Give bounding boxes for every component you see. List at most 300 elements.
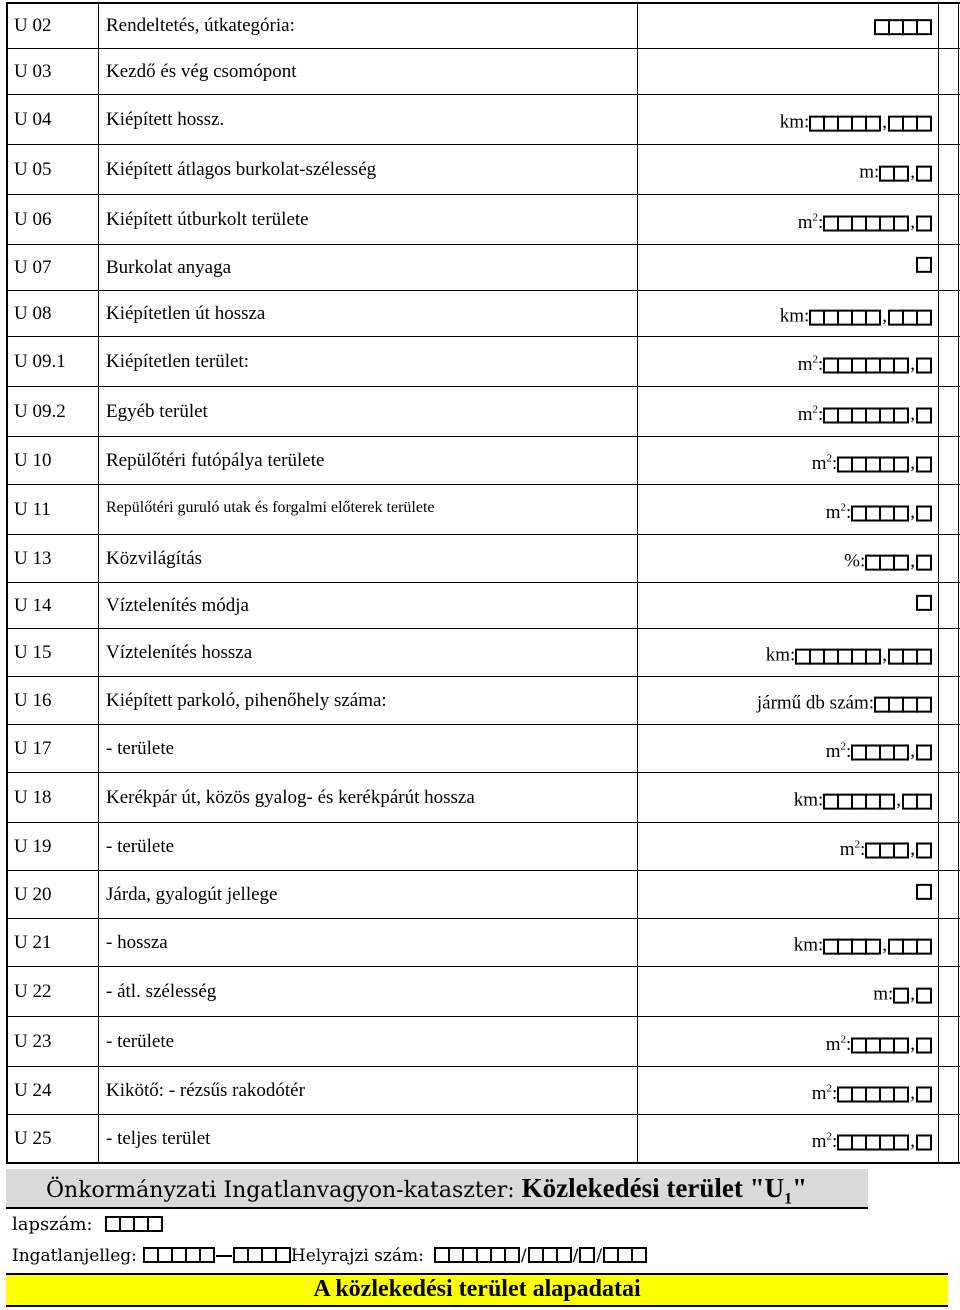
table-row — [6, 336, 960, 386]
row-label: Kerékpár út, közös gyalog- és kerékpárút hossza — [106, 786, 475, 808]
row-code: U 04 — [14, 108, 52, 130]
decimal-comma: , — [910, 1033, 915, 1055]
digit-box[interactable] — [893, 554, 909, 570]
row-label: Kiépített átlagos burkolat-szélesség — [106, 158, 377, 180]
row-input-field[interactable] — [916, 883, 932, 901]
lot-number-label: Helyrajzi szám: — [290, 1246, 424, 1266]
integer-digit-boxes[interactable] — [916, 883, 932, 899]
column-divider — [6, 919, 8, 966]
column-divider — [98, 291, 99, 336]
digit-box[interactable] — [893, 456, 909, 472]
digit-box[interactable] — [893, 1134, 909, 1150]
digit-box[interactable] — [916, 309, 932, 325]
table-row — [6, 144, 960, 194]
decimal-digit-boxes[interactable] — [902, 793, 932, 809]
decimal-comma: , — [882, 934, 887, 956]
row-code: U 16 — [14, 689, 52, 711]
column-divider — [98, 387, 99, 436]
table-row — [6, 676, 960, 724]
digit-box[interactable] — [916, 594, 932, 610]
section-title: A közlekedési terület alapadatai — [313, 1276, 641, 1302]
decimal-comma: , — [910, 501, 915, 523]
column-divider — [938, 337, 939, 386]
column-divider — [958, 823, 959, 870]
row-label: - átl. szélesség — [106, 980, 217, 1002]
column-divider — [958, 4, 959, 48]
column-divider — [958, 871, 959, 918]
row-code: U 25 — [14, 1127, 52, 1149]
digit-box[interactable] — [893, 505, 909, 521]
column-divider — [938, 1017, 939, 1066]
decimal-digit-boxes[interactable] — [888, 648, 932, 664]
decimal-digit-boxes[interactable] — [916, 1134, 932, 1150]
decimal-digit-boxes[interactable] — [916, 554, 932, 570]
column-divider — [98, 49, 99, 94]
integer-digit-boxes[interactable] — [823, 793, 895, 809]
property-line — [12, 1246, 647, 1266]
row-code: U 23 — [14, 1030, 52, 1052]
integer-digit-boxes[interactable] — [809, 309, 881, 325]
row-unit: $m^2$: — [797, 403, 824, 425]
row-unit: km: — [779, 111, 810, 133]
row-label: Kiépítetlen terület: — [106, 350, 249, 372]
lot-number-boxes-2[interactable] — [528, 1247, 572, 1263]
column-divider — [637, 337, 638, 386]
integer-digit-boxes[interactable] — [823, 938, 881, 954]
integer-digit-boxes[interactable] — [837, 456, 909, 472]
row-input-field[interactable] — [859, 161, 932, 183]
digit-box[interactable] — [865, 648, 881, 664]
sheet-number-label: lapszám: — [12, 1214, 93, 1235]
column-divider — [637, 387, 638, 436]
digit-box[interactable] — [916, 1134, 932, 1150]
column-divider — [6, 95, 8, 144]
column-divider — [6, 387, 8, 436]
column-divider — [938, 1067, 939, 1114]
row-label: - területe — [106, 1030, 175, 1052]
decimal-digit-boxes[interactable] — [916, 505, 932, 521]
decimal-comma: , — [896, 789, 901, 811]
row-unit: km: — [779, 305, 810, 327]
digit-box[interactable] — [916, 648, 932, 664]
digit-box[interactable] — [916, 793, 932, 809]
column-divider — [958, 919, 959, 966]
integer-digit-boxes[interactable] — [837, 1086, 909, 1102]
row-label: Víztelenítés módja — [106, 594, 249, 616]
column-divider — [98, 245, 99, 290]
digit-box[interactable] — [916, 842, 932, 858]
decimal-comma: , — [910, 452, 915, 474]
column-divider — [938, 145, 939, 194]
decimal-digit-boxes[interactable] — [916, 1037, 932, 1053]
column-divider — [958, 291, 959, 336]
digit-box[interactable] — [916, 115, 932, 131]
integer-digit-boxes[interactable] — [851, 1037, 909, 1053]
integer-digit-boxes[interactable] — [823, 215, 909, 231]
digit-box[interactable] — [893, 357, 909, 373]
table-row — [6, 94, 960, 144]
digit-box[interactable] — [865, 309, 881, 325]
column-divider — [637, 195, 638, 244]
attribute-table — [6, 2, 960, 1164]
column-divider — [938, 387, 939, 436]
decimal-digit-boxes[interactable] — [916, 842, 932, 858]
row-input-field[interactable] — [798, 353, 932, 375]
table-row — [6, 484, 960, 534]
row-input-field[interactable] — [757, 692, 932, 714]
cadastre-banner — [6, 1169, 868, 1209]
column-divider — [637, 629, 638, 676]
property-type-boxes-1[interactable] — [143, 1247, 215, 1263]
decimal-digit-boxes[interactable] — [916, 165, 932, 181]
lot-number-boxes-1[interactable] — [434, 1247, 520, 1263]
row-unit: $m^2$: — [797, 211, 824, 233]
integer-digit-boxes[interactable] — [823, 407, 909, 423]
digit-box[interactable] — [916, 456, 932, 472]
lot-number-boxes-4[interactable] — [603, 1247, 647, 1263]
integer-digit-boxes[interactable] — [893, 987, 909, 1003]
row-unit: $m^2$: — [811, 1082, 838, 1104]
lot-number-boxes-3[interactable] — [579, 1247, 595, 1263]
decimal-comma: , — [882, 644, 887, 666]
row-code: U 18 — [14, 786, 52, 808]
integer-digit-boxes[interactable] — [809, 115, 881, 131]
decimal-comma: , — [882, 111, 887, 133]
decimal-digit-boxes[interactable] — [916, 215, 932, 231]
banner-title-suffix: " — [792, 1173, 808, 1203]
integer-digit-boxes[interactable] — [916, 594, 932, 610]
column-divider — [637, 535, 638, 582]
column-divider — [637, 725, 638, 772]
digit-box[interactable] — [893, 1086, 909, 1102]
table-row — [6, 386, 960, 436]
digit-box[interactable] — [916, 554, 932, 570]
integer-digit-boxes[interactable] — [874, 696, 932, 712]
row-code: U 07 — [14, 256, 52, 278]
column-divider — [6, 823, 8, 870]
row-code: U 15 — [14, 641, 52, 663]
table-row — [6, 772, 960, 822]
decimal-digit-boxes[interactable] — [888, 938, 932, 954]
column-divider — [637, 919, 638, 966]
column-divider — [6, 485, 8, 534]
column-divider — [6, 4, 8, 48]
column-divider — [637, 49, 638, 94]
row-code: U 19 — [14, 835, 52, 857]
digit-box[interactable] — [879, 793, 895, 809]
row-input-field[interactable] — [794, 789, 932, 811]
digit-box[interactable] — [916, 407, 932, 423]
integer-digit-boxes[interactable] — [823, 357, 909, 373]
column-divider — [98, 823, 99, 870]
slash-separator: / — [596, 1246, 603, 1266]
column-divider — [6, 583, 8, 628]
row-label: Repülőtéri guruló utak és forgalmi előterek területe — [106, 498, 435, 516]
table-row — [6, 436, 960, 484]
row-input-field[interactable] — [780, 305, 932, 327]
integer-digit-boxes[interactable] — [851, 744, 909, 760]
digit-box[interactable] — [916, 987, 932, 1003]
column-divider — [958, 1017, 959, 1066]
column-divider — [938, 245, 939, 290]
digit-box[interactable] — [893, 407, 909, 423]
column-divider — [98, 1115, 99, 1162]
row-label: Kiépítetlen út hossza — [106, 302, 266, 324]
column-divider — [6, 291, 8, 336]
row-label: Rendeltetés, útkategória: — [106, 15, 295, 36]
column-divider — [637, 773, 638, 822]
decimal-comma: , — [882, 305, 887, 327]
row-unit: %: — [844, 550, 866, 572]
column-divider — [637, 4, 638, 48]
decimal-comma: , — [910, 211, 915, 233]
decimal-digit-boxes[interactable] — [916, 407, 932, 423]
sheet-number-line — [12, 1214, 163, 1235]
row-input-field[interactable] — [844, 550, 932, 572]
row-code: U 09.1 — [14, 350, 66, 372]
row-code: U 14 — [14, 594, 52, 616]
table-row — [6, 918, 960, 966]
row-unit: m: — [873, 983, 894, 1005]
column-divider — [938, 95, 939, 144]
column-divider — [98, 4, 99, 48]
column-divider — [98, 485, 99, 534]
column-divider — [6, 1067, 8, 1114]
digit-box[interactable] — [916, 744, 932, 760]
row-input-field[interactable] — [798, 211, 932, 233]
decimal-digit-boxes[interactable] — [916, 456, 932, 472]
digit-box[interactable] — [199, 1247, 215, 1263]
row-label: - hossza — [106, 931, 168, 953]
digit-box[interactable] — [893, 165, 909, 181]
digit-box[interactable] — [916, 357, 932, 373]
integer-digit-boxes[interactable] — [874, 19, 932, 35]
column-divider — [6, 49, 8, 94]
decimal-comma: , — [910, 983, 915, 1005]
row-code: U 17 — [14, 737, 52, 759]
section-title-bar — [6, 1273, 948, 1307]
row-input-field[interactable] — [798, 403, 932, 425]
table-row — [6, 290, 960, 336]
digit-box[interactable] — [916, 1037, 932, 1053]
row-code: U 22 — [14, 980, 52, 1002]
row-input-field[interactable] — [916, 256, 932, 274]
digit-box[interactable] — [916, 256, 932, 272]
decimal-digit-boxes[interactable] — [916, 357, 932, 373]
column-divider — [637, 823, 638, 870]
row-input-field[interactable] — [826, 1033, 932, 1055]
digit-box[interactable] — [916, 938, 932, 954]
decimal-comma: , — [910, 403, 915, 425]
row-input-field[interactable] — [812, 1130, 932, 1152]
column-divider — [6, 437, 8, 484]
digit-box[interactable] — [916, 505, 932, 521]
column-divider — [98, 967, 99, 1016]
column-divider — [938, 437, 939, 484]
row-input-field[interactable] — [766, 644, 932, 666]
column-divider — [6, 677, 8, 724]
integer-digit-boxes[interactable] — [837, 1134, 909, 1150]
decimal-digit-boxes[interactable] — [888, 115, 932, 131]
row-unit: km: — [765, 644, 796, 666]
integer-digit-boxes[interactable] — [865, 842, 909, 858]
decimal-digit-boxes[interactable] — [916, 987, 932, 1003]
column-divider — [6, 725, 8, 772]
row-input-field[interactable] — [794, 934, 932, 956]
row-unit: km: — [793, 789, 824, 811]
column-divider — [958, 1067, 959, 1114]
column-divider — [938, 535, 939, 582]
column-divider — [637, 291, 638, 336]
digit-box[interactable] — [916, 883, 932, 899]
row-input-field[interactable] — [812, 1082, 932, 1104]
digit-box[interactable] — [865, 938, 881, 954]
row-label: Burkolat anyaga — [106, 256, 232, 278]
decimal-comma: , — [910, 740, 915, 762]
row-unit: $m^2$: — [839, 838, 866, 860]
digit-box[interactable] — [147, 1216, 163, 1232]
row-unit: jármű db szám: — [756, 692, 874, 714]
column-divider — [938, 871, 939, 918]
row-code: U 09.2 — [14, 400, 66, 422]
integer-digit-boxes[interactable] — [865, 554, 909, 570]
row-unit: $m^2$: — [825, 501, 852, 523]
table-row — [6, 244, 960, 290]
digit-box[interactable] — [893, 842, 909, 858]
decimal-digit-boxes[interactable] — [916, 744, 932, 760]
digit-box[interactable] — [504, 1247, 520, 1263]
table-row — [6, 48, 960, 94]
table-row — [6, 1016, 960, 1066]
column-divider — [958, 195, 959, 244]
decimal-digit-boxes[interactable] — [888, 309, 932, 325]
row-input-field[interactable] — [780, 111, 932, 133]
column-divider — [6, 195, 8, 244]
column-divider — [938, 49, 939, 94]
digit-box[interactable] — [916, 19, 932, 35]
digit-box[interactable] — [556, 1247, 572, 1263]
digit-box[interactable] — [865, 115, 881, 131]
digit-box[interactable] — [916, 1086, 932, 1102]
row-label: - területe — [106, 835, 175, 857]
integer-digit-boxes[interactable] — [795, 648, 881, 664]
column-divider — [6, 337, 8, 386]
digit-box[interactable] — [916, 215, 932, 231]
row-code: U 13 — [14, 547, 52, 569]
column-divider — [637, 95, 638, 144]
table-row — [6, 582, 960, 628]
column-divider — [98, 583, 99, 628]
sheet-number-boxes[interactable] — [105, 1216, 163, 1232]
column-divider — [6, 535, 8, 582]
row-code: U 06 — [14, 208, 52, 230]
table-row — [6, 1114, 960, 1164]
row-label: Járda, gyalogút jellege — [106, 883, 278, 905]
column-divider — [938, 291, 939, 336]
integer-digit-boxes[interactable] — [879, 165, 909, 181]
column-divider — [98, 919, 99, 966]
row-input-field[interactable] — [812, 452, 932, 474]
row-code: U 21 — [14, 931, 52, 953]
digit-box[interactable] — [275, 1247, 291, 1263]
row-label: Repülőtéri futópálya területe — [106, 449, 325, 471]
row-label: Egyéb terület — [106, 400, 208, 422]
table-row — [6, 628, 960, 676]
column-divider — [637, 967, 638, 1016]
column-divider — [98, 725, 99, 772]
digit-box[interactable] — [916, 696, 932, 712]
table-row — [6, 870, 960, 918]
column-divider — [938, 583, 939, 628]
column-divider — [98, 629, 99, 676]
row-code: U 08 — [14, 302, 52, 324]
digit-box[interactable] — [631, 1247, 647, 1263]
digit-box[interactable] — [893, 1037, 909, 1053]
column-divider — [958, 535, 959, 582]
digit-box[interactable] — [893, 987, 909, 1003]
row-input-field[interactable] — [874, 19, 932, 37]
column-divider — [938, 823, 939, 870]
column-divider — [6, 967, 8, 1016]
decimal-comma: , — [910, 838, 915, 860]
integer-digit-boxes[interactable] — [851, 505, 909, 521]
column-divider — [98, 437, 99, 484]
row-input-field[interactable] — [840, 838, 932, 860]
digit-box[interactable] — [579, 1247, 595, 1263]
decimal-comma: , — [910, 161, 915, 183]
column-divider — [938, 919, 939, 966]
column-divider — [98, 535, 99, 582]
row-unit: $m^2$: — [825, 740, 852, 762]
row-input-field[interactable] — [873, 983, 932, 1005]
column-divider — [637, 437, 638, 484]
column-divider — [637, 583, 638, 628]
dash-separator — [216, 1255, 232, 1257]
column-divider — [98, 1067, 99, 1114]
column-divider — [637, 677, 638, 724]
column-divider — [958, 1115, 959, 1162]
row-label: - teljes terület — [106, 1127, 211, 1149]
digit-box[interactable] — [916, 165, 932, 181]
column-divider — [6, 145, 8, 194]
column-divider — [958, 337, 959, 386]
integer-digit-boxes[interactable] — [916, 256, 932, 272]
row-input-field[interactable] — [916, 594, 932, 612]
digit-box[interactable] — [893, 744, 909, 760]
row-unit: m: — [859, 161, 880, 183]
property-type-boxes-2[interactable] — [233, 1247, 291, 1263]
column-divider — [637, 245, 638, 290]
table-row — [6, 2, 960, 48]
row-code: U 03 — [14, 60, 52, 82]
column-divider — [98, 677, 99, 724]
column-divider — [6, 773, 8, 822]
row-code: U 24 — [14, 1079, 52, 1101]
column-divider — [958, 967, 959, 1016]
digit-box[interactable] — [893, 215, 909, 231]
decimal-comma: , — [910, 1130, 915, 1152]
banner-prefix: Önkormányzati Ingatlanvagyon-kataszter: — [46, 1178, 515, 1203]
column-divider — [958, 437, 959, 484]
banner-title-subscript: 1 — [784, 1190, 793, 1208]
column-divider — [958, 95, 959, 144]
decimal-digit-boxes[interactable] — [916, 1086, 932, 1102]
row-input-field[interactable] — [826, 501, 932, 523]
row-code: U 02 — [14, 15, 52, 36]
row-input-field[interactable] — [826, 740, 932, 762]
column-divider — [938, 1115, 939, 1162]
column-divider — [958, 485, 959, 534]
